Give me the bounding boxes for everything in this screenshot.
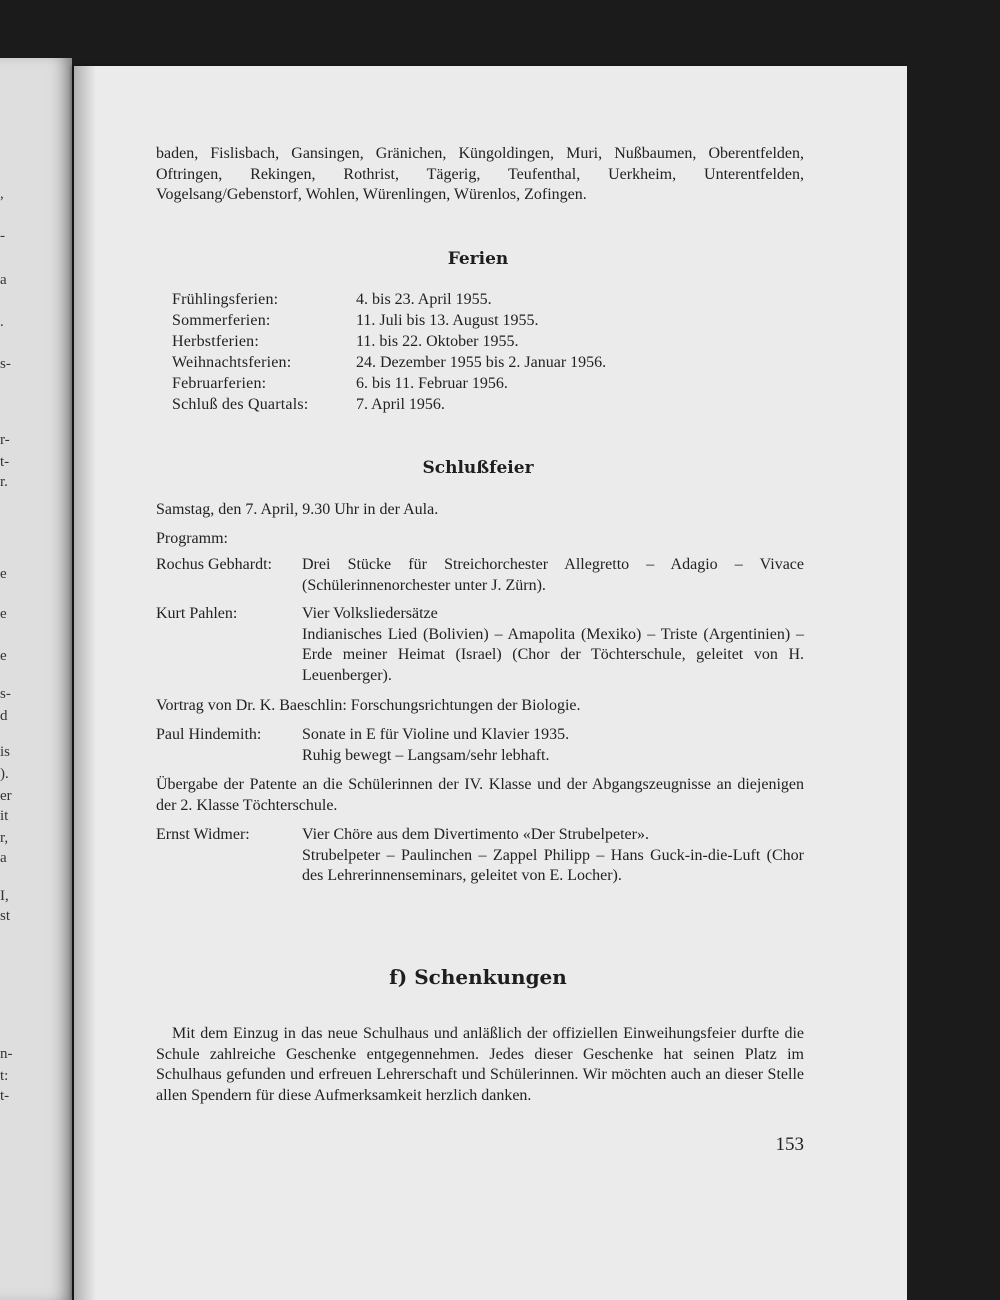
- ferien-heading: Ferien: [447, 249, 509, 269]
- edge-text: r.: [0, 474, 8, 490]
- program-work-detail: Indianisches Lied (Bolivien) – Amapolita (Mexiko) – Triste (Argentinien) – Erde meiner Heimat (Israel) (Chor der Töchterschule, geleitet von H. Leuenberger).: [302, 625, 804, 684]
- program-work-title: Sonate in E für Violine und Klavier 1935.: [302, 726, 570, 743]
- program-work-detail: Strubelpeter – Paulinchen – Zappel Philipp – Hans Guck-in-die-Luft (Chor des Lehrerinnenseminars, geleitet von E. Locher).: [302, 846, 804, 884]
- ferien-row: [172, 289, 606, 310]
- ferien-value: 24. Dezember 1955 bis 2. Januar 1956.: [356, 354, 607, 371]
- program-description: [302, 604, 804, 686]
- composer-name: Kurt Pahlen:: [156, 605, 238, 622]
- edge-text: d: [0, 708, 8, 724]
- composer-name: Paul Hindemith:: [156, 726, 262, 743]
- edge-text: a: [0, 272, 7, 288]
- edge-text: is: [0, 744, 11, 760]
- schenkungen-heading: f) Schenkungen: [389, 965, 567, 989]
- schlussfeier-date: Samstag, den 7. April, 9.30 Uhr in der Aula.: [156, 501, 439, 518]
- ferien-value: 7. April 1956.: [356, 396, 445, 413]
- composer-name: Rochus Gebhardt:: [156, 556, 272, 573]
- edge-text: st: [0, 908, 11, 924]
- edge-text: e: [0, 566, 7, 582]
- ferien-label: Sommerferien:: [172, 312, 271, 329]
- edge-text: it: [0, 808, 9, 824]
- program-work-title: Vier Chöre aus dem Divertimento «Der Strubelpeter».: [302, 826, 649, 843]
- program-description: [302, 725, 804, 766]
- edge-text: -: [0, 228, 5, 244]
- program-description: Drei Stücke für Streichorchester Allegretto – Adagio – Vivace (Schülerinnenorchester unter J. Zürn).: [302, 556, 804, 594]
- edge-text: t-: [0, 1088, 10, 1104]
- program-lecture: Vortrag von Dr. K. Baeschlin: Forschungsrichtungen der Biologie.: [156, 697, 581, 714]
- edge-text: a: [0, 850, 7, 866]
- ferien-label: Weihnachtsferien:: [172, 354, 292, 371]
- ferien-label: Februarferien:: [172, 375, 267, 392]
- ferien-table: [172, 289, 606, 415]
- edge-text: e: [0, 606, 7, 622]
- intro-paragraph: baden, Fislisbach, Gansingen, Gränichen, Küngoldingen, Muri, Nußbaumen, Oberentfelden, Oftringen, Rekingen, Rothrist, Tägerig, Teufenthal, Uerkheim, Unterentfelden, Vogelsang/Gebenstorf, Wohlen, Würenlingen, Würenlos, Zofingen.: [156, 145, 804, 203]
- edge-text: r,: [0, 830, 9, 846]
- ferien-label: Herbstferien:: [172, 333, 260, 350]
- edge-text: e: [0, 648, 7, 664]
- page-number: 153: [775, 1134, 804, 1155]
- edge-text: .: [0, 314, 4, 330]
- program-description: [302, 825, 804, 887]
- edge-text: I,: [0, 888, 9, 904]
- ferien-row: [172, 394, 606, 415]
- ferien-label: Schluß des Quartals:: [172, 396, 309, 413]
- edge-text: r-: [0, 432, 10, 448]
- left-facing-page: [0, 58, 72, 1300]
- edge-text: s-: [0, 686, 11, 702]
- ferien-row: [172, 331, 606, 352]
- ferien-label: Frühlingsferien:: [172, 291, 279, 308]
- ferien-value: 11. Juli bis 13. August 1955.: [356, 312, 539, 329]
- ferien-row: [172, 352, 606, 373]
- program-work-title: Vier Volksliedersätze: [302, 605, 438, 622]
- ferien-value: 11. bis 22. Oktober 1955.: [356, 333, 519, 350]
- ferien-value: 6. bis 11. Februar 1956.: [356, 375, 508, 392]
- edge-text: t-: [0, 454, 10, 470]
- edge-text: s-: [0, 356, 11, 372]
- program-work-detail: Ruhig bewegt – Langsam/sehr lebhaft.: [302, 746, 550, 764]
- edge-text: t:: [0, 1068, 9, 1084]
- programm-label: Programm:: [156, 530, 228, 547]
- schlussfeier-heading: Schlußfeier: [422, 458, 534, 478]
- book-page: [74, 66, 907, 1300]
- edge-text: er: [0, 788, 12, 804]
- ferien-value: 4. bis 23. April 1955.: [356, 291, 492, 308]
- ferien-row: [172, 373, 606, 394]
- program-ceremony: Übergabe der Patente an die Schülerinnen der IV. Klasse und der Abgangszeugnisse an diejenigen der 2. Klasse Töchterschule.: [156, 776, 804, 814]
- schenkungen-paragraph: Mit dem Einzug in das neue Schulhaus und anläßlich der offiziellen Einweihungsfeier durfte die Schule zahlreiche Geschenke entgegennehmen. Jedes dieser Geschenke hat seinen Platz im Schulhaus gefunden und erfreuen Lehrerschaft und Schülerinnen. Wir möchten auch an dieser Stelle allen Spendern für diese Aufmerksamkeit herzlich danken.: [156, 1025, 804, 1104]
- edge-text: n-: [0, 1046, 13, 1062]
- composer-name: Ernst Widmer:: [156, 826, 250, 843]
- edge-text: ,: [0, 186, 4, 202]
- ferien-row: [172, 310, 606, 331]
- edge-text: ).: [0, 766, 9, 782]
